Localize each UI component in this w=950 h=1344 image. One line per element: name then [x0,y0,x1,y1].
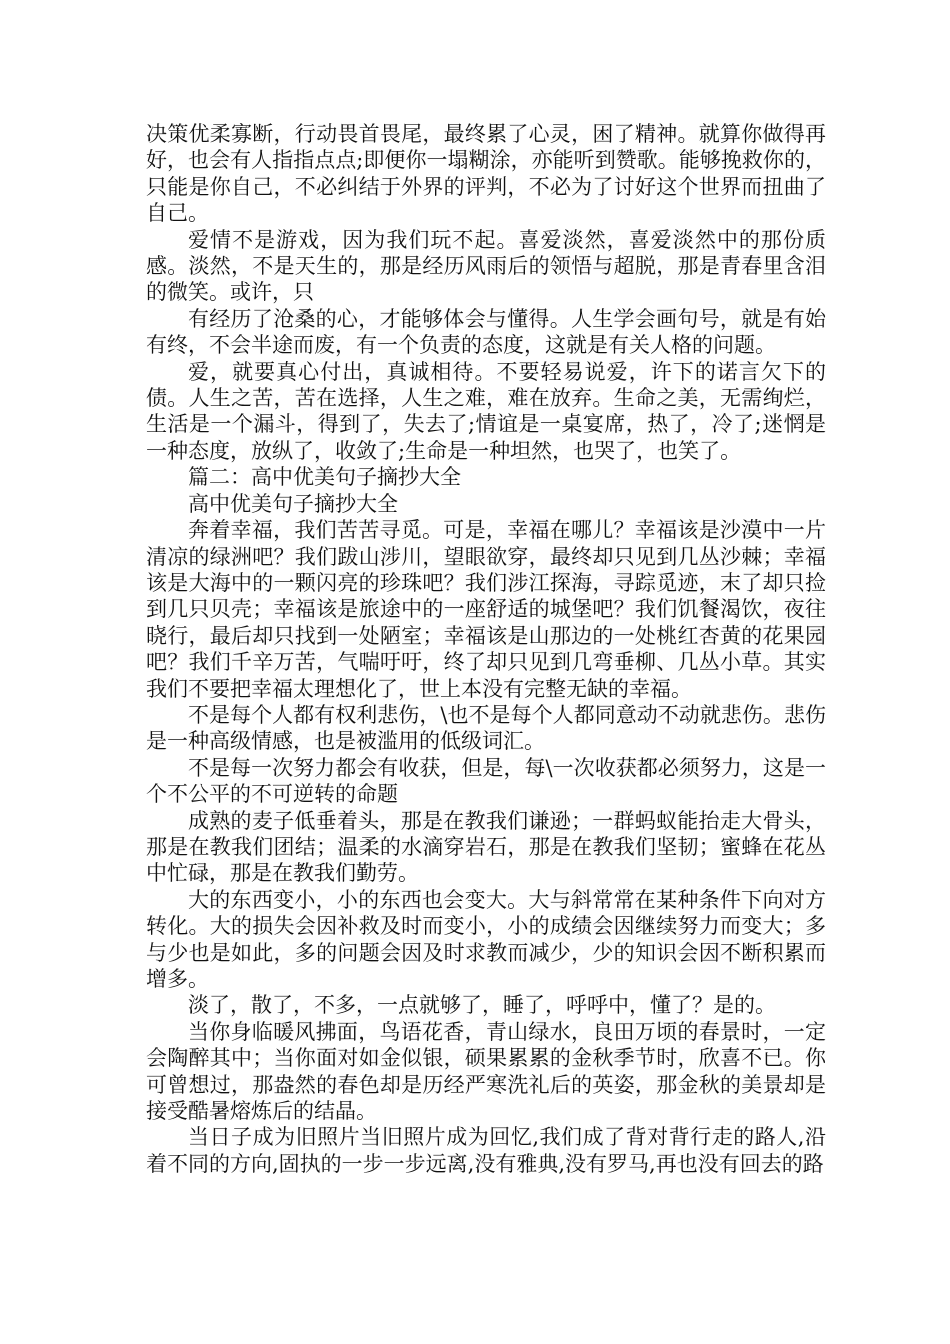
section-heading: 篇二：高中优美句子摘抄大全 [188,465,461,490]
paragraph: 不是每个人都有权利悲伤，\也不是每个人都同意动不动就悲伤。悲伤是一种高级情感，也是被滥用的低级词汇。 [146,702,826,754]
paragraph: 当你身临暖风拂面，鸟语花香，青山绿水，良田万顷的春景时，一定会陶醉其中；当你面对如金似银，硕果累累的金秋季节时，欣喜不已。你可曾想过，那盎然的春色却是历经严寒洗礼后的英姿，那金秋的美景却是接受酷暑熔炼后的结晶。 [146,1019,826,1124]
paragraph: 淡了，散了，不多，一点就够了，睡了，呼呼中，懂了？是的。 [188,993,776,1018]
paragraph: 爱情不是游戏，因为我们玩不起。喜爱淡然，喜爱淡然中的那份质感。淡然，不是天生的，那是经历风雨后的领悟与超脱，那是青春里含泪的微笑。或许，只 [146,227,826,305]
article-title: 高中优美句子摘抄大全 [188,491,398,516]
paragraph: 有经历了沧桑的心，才能够体会与懂得。人生学会画句号，就是有始有终，不会半途而废，有一个负责的态度，这就是有关人格的问题。 [146,306,826,358]
paragraph: 决策优柔寡断，行动畏首畏尾，最终累了心灵，困了精神。就算你做得再好，也会有人指指点点;即便你一塌糊涂，亦能听到赞歌。能够挽救你的，只能是你自己，不必纠结于外界的评判，不必为了讨好这个世界而扭曲了自己。 [146,122,826,226]
paragraph: 爱，就要真心付出，真诚相待。不要轻易说爱，许下的诺言欠下的债。人生之苦，苦在选择，人生之难，难在放弃。生命之美，无需绚烂，生活是一个漏斗，得到了，失去了;情谊是一桌宴席，热了，冷了;迷惘是一种态度，放纵了，收敛了;生命是一种坦然，也哭了，也笑了。 [146,359,826,463]
paragraph: 不是每一次努力都会有收获，但是，每\一次收获都必须努力，这是一个不公平的不可逆转的命题 [146,755,826,807]
paragraph: 奔着幸福，我们苦苦寻觅。可是，幸福在哪儿？幸福该是沙漠中一片清凉的绿洲吧？我们跋山涉川，望眼欲穿，最终却只见到几丛沙棘；幸福该是大海中的一颗闪亮的珍珠吧？我们涉江探海，寻踪觅迹，末了却只捡到几只贝壳；幸福该是旅途中的一座舒适的城堡吧？我们饥餐渴饮，夜往晓行，最后却只找到一处陋室；幸福该是山那边的一处桃红杏黄的花果园吧？我们千辛万苦，气喘吁吁，终了却只见到几弯垂柳、几丛小草。其实我们不要把幸福太理想化了，世上本没有完整无缺的幸福。 [146,518,826,701]
paragraph: 当日子成为旧照片当旧照片成为回忆,我们成了背对背行走的路人,沿着不同的方向,固执的一步一步远离,没有雅典,没有罗马,再也没有回去的路 [146,1125,826,1176]
paragraph: 成熟的麦子低垂着头，那是在教我们谦逊；一群蚂蚁能抬走大骨头，那是在教我们团结；温柔的水滴穿岩石，那是在教我们坚韧；蜜蜂在花丛中忙碌，那是在教我们勤劳。 [146,808,826,886]
document-body [146,121,826,1177]
paragraph: 大的东西变小，小的东西也会变大。大与斜常常在某种条件下向对方转化。大的损失会因补救及时而变小，小的成绩会因继续努力而变大；多与少也是如此，多的问题会因及时求教而减少，少的知识会因不断积累而增多。 [146,887,826,991]
